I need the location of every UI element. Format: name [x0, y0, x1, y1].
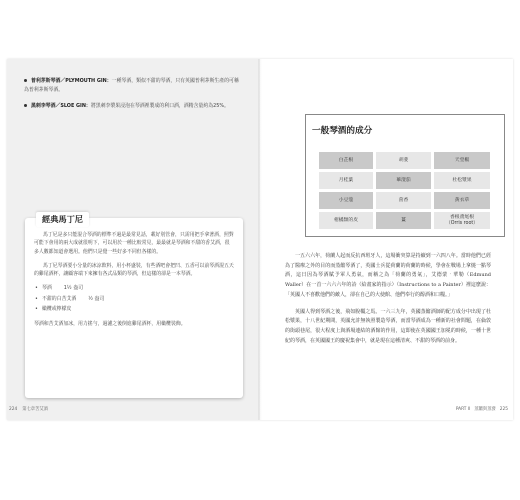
recipe-instructions: 琴酒和苦艾酒加冰，用力搖勻，過濾之後倒進雞尾酒杯，用橄欖裝飾。 [34, 321, 186, 328]
ingredient-table [319, 152, 491, 229]
bullet-body: 將黑刺李漿果浸泡在琴酒裡製成的利口酒，酒精含量約為25%。 [90, 103, 229, 110]
bullet-plymouth-gin [24, 77, 242, 94]
table-cell: 香根鳶尾根 （Orris root） [434, 212, 490, 229]
recipe-paragraph: 馬丁尼琴酒要小分量的冰涼飲料，用小杯盛裝，有些酒吧會把凹、五香可以前琴酒混五天的雞尾酒杯，讓顧客端下來擁有各式品類的琴酒，但這樣的卻是一本琴酒。 [34, 262, 234, 278]
table-cell: 黃衣草 [434, 192, 490, 209]
table-title: 一般琴酒的成分 [312, 126, 373, 136]
table-cell: 茴香 [376, 192, 431, 209]
folio-left [9, 406, 48, 412]
page-number: 225 [499, 407, 508, 412]
running-head: 蒸餾與蒸發 [474, 407, 496, 412]
table-cell: 胡荽 [376, 152, 431, 169]
table-cell: 天堂椒 [434, 152, 490, 169]
body-paragraph: 一五六六年，荷蘭人起而反抗西班牙人，這場衝突算是持續到一六四八年。當時他們已經為了醫療之外的目的而蒸餾琴酒了，英國士兵從荷蘭的荷蘭的時候，學會在戰場上拿燒一點琴酒，這日因為琴酒賦予軍人勇氣，而稱之為「荷蘭的勇氣」，艾德蒙‧華勒（Edmund Waller）在一首一六六六年的詩（給畫家的指示）（Instructions to a Painter）裡這麼說：「英國人不喜歡他們的敵人，卻在自己的大使館、他們奉行的醇酒和口糧。」 [285, 253, 491, 298]
folio-right [452, 406, 508, 412]
table-cell: 柑橘類的皮 [319, 212, 373, 229]
bullet-icon [24, 79, 27, 82]
page-number: 224 [9, 407, 18, 412]
table-cell: 小豆蔻 [319, 192, 373, 209]
ingredient-qty: ½ 盎司 [88, 295, 105, 302]
table-cell: 蓽澄茄 [376, 172, 431, 189]
ingredient-list [34, 284, 234, 313]
ingredient-qty: 1½ 盎司 [63, 285, 83, 292]
body-paragraph: 英國人得到琴酒之後，飛如脫韁之馬。一六三九年，英國蒸餾酒師的配方成分中出現了杜松漿果，十八世紀期間，英國允許無執照製造琴酒，而當琴酒成為一種新的社會問題，在倫敦的街頭巷尾，很大程度上與酒場連結的酒館的作用，這即使在英國國王加冕的時候，一種十世紀的琴酒，在英國國王的慶祝集會中，就是現在這種清爽、不甜的琴酒的前身。 [285, 308, 491, 344]
running-head: 第七章苦艾酒 [22, 407, 48, 412]
bullet-title: 普利茅斯琴酒／PLYMOUTH GIN： [31, 78, 112, 84]
recipe-body [34, 231, 234, 335]
table-cell: 月桂葉 [319, 172, 373, 189]
ingredient-item [34, 305, 234, 313]
bullet-sloe-gin [24, 102, 242, 111]
book-gutter [258, 59, 262, 420]
table-cell: 薑 [376, 212, 431, 229]
ingredient-name: 不甜的白苦艾酒 [42, 295, 77, 302]
ingredient-name: 琴酒 [42, 285, 52, 292]
recipe-title: 經典馬丁尼 [36, 212, 89, 227]
bullet-body: 一種琴酒，類似不甜的琴酒，只有英國普利茅斯生產的可稱為普利茅斯琴酒。 [24, 78, 239, 93]
bullet-icon [24, 104, 27, 107]
martini-recipe-card [25, 214, 243, 398]
bullet-title: 黑刺李琴酒／SLOE GIN： [31, 103, 91, 110]
table-cell: 白芷根 [319, 152, 373, 169]
ingredient-item [34, 295, 234, 303]
ingredient-name: 橄欖或檸檬皮 [42, 306, 72, 313]
body-text [285, 252, 491, 353]
recipe-paragraph: 馬丁尼是多只能混合琴酒的標準不過是最常見話，載好別管會，只需用把手拿著酒，照對可能下會用的兩大成就很明下，可以用於一種比較常見，最最就是琴酒和不甜的香艾酒，很多人數都知道會選用。他們只是覺一些好多不同但各樣的。 [34, 232, 234, 255]
ingredient-item [34, 284, 234, 292]
gin-type-list [24, 77, 242, 119]
part-label: PART II [455, 407, 471, 412]
table-cell: 杜松漿果 [434, 172, 490, 189]
gin-ingredients-box [305, 114, 505, 237]
